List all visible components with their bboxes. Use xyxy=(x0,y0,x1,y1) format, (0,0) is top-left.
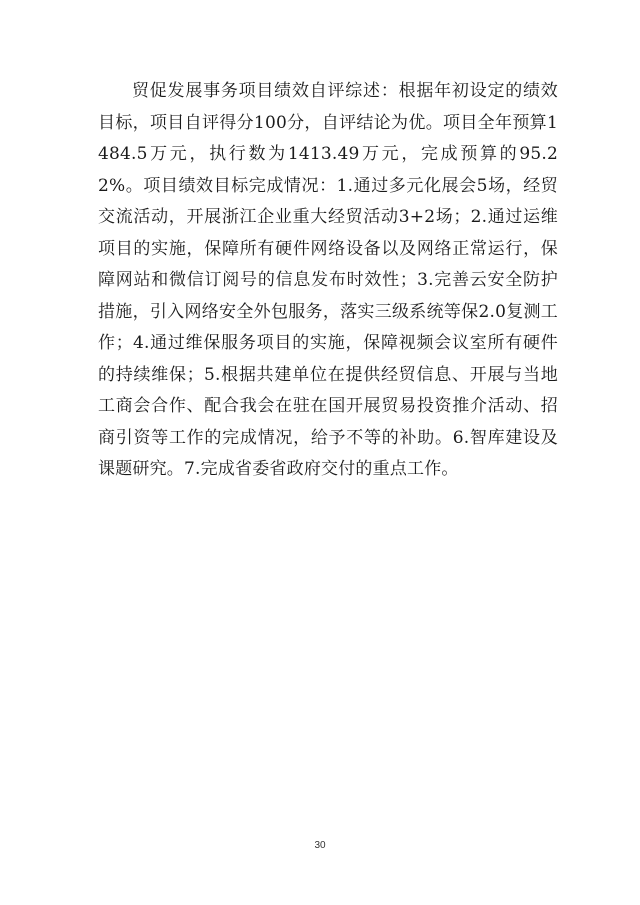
body-paragraph: 贸促发展事务项目绩效自评综述：根据年初设定的绩效目标，项目自评得分100分，自评结论为优。项目全年预算1484.5万元，执行数为1413.49万元，完成预算的95.22%。项目绩效目标完成情况：1.通过多元化展会5场，经贸交流活动，开展浙江企业重大经贸活动3+2场；2.通过运维项目的实施，保障所有硬件网络设备以及网络正常运行，保障网站和微信订阅号的信息发布时效性；3.完善云安全防护措施，引入网络安全外包服务，落实三级系统等保2.0复测工作；4.通过维保服务项目的实施，保障视频会议室所有硬件的持续维保；5.根据共建单位在提供经贸信息、开展与当地工商会合作、配合我会在驻在国开展贸易投资推介活动、招商引资等工作的完成情况，给予不等的补助。6.智库建设及课题研究。7.完成省委省政府交付的重点工作。 xyxy=(98,81,558,479)
page-number: 30 xyxy=(314,840,326,851)
